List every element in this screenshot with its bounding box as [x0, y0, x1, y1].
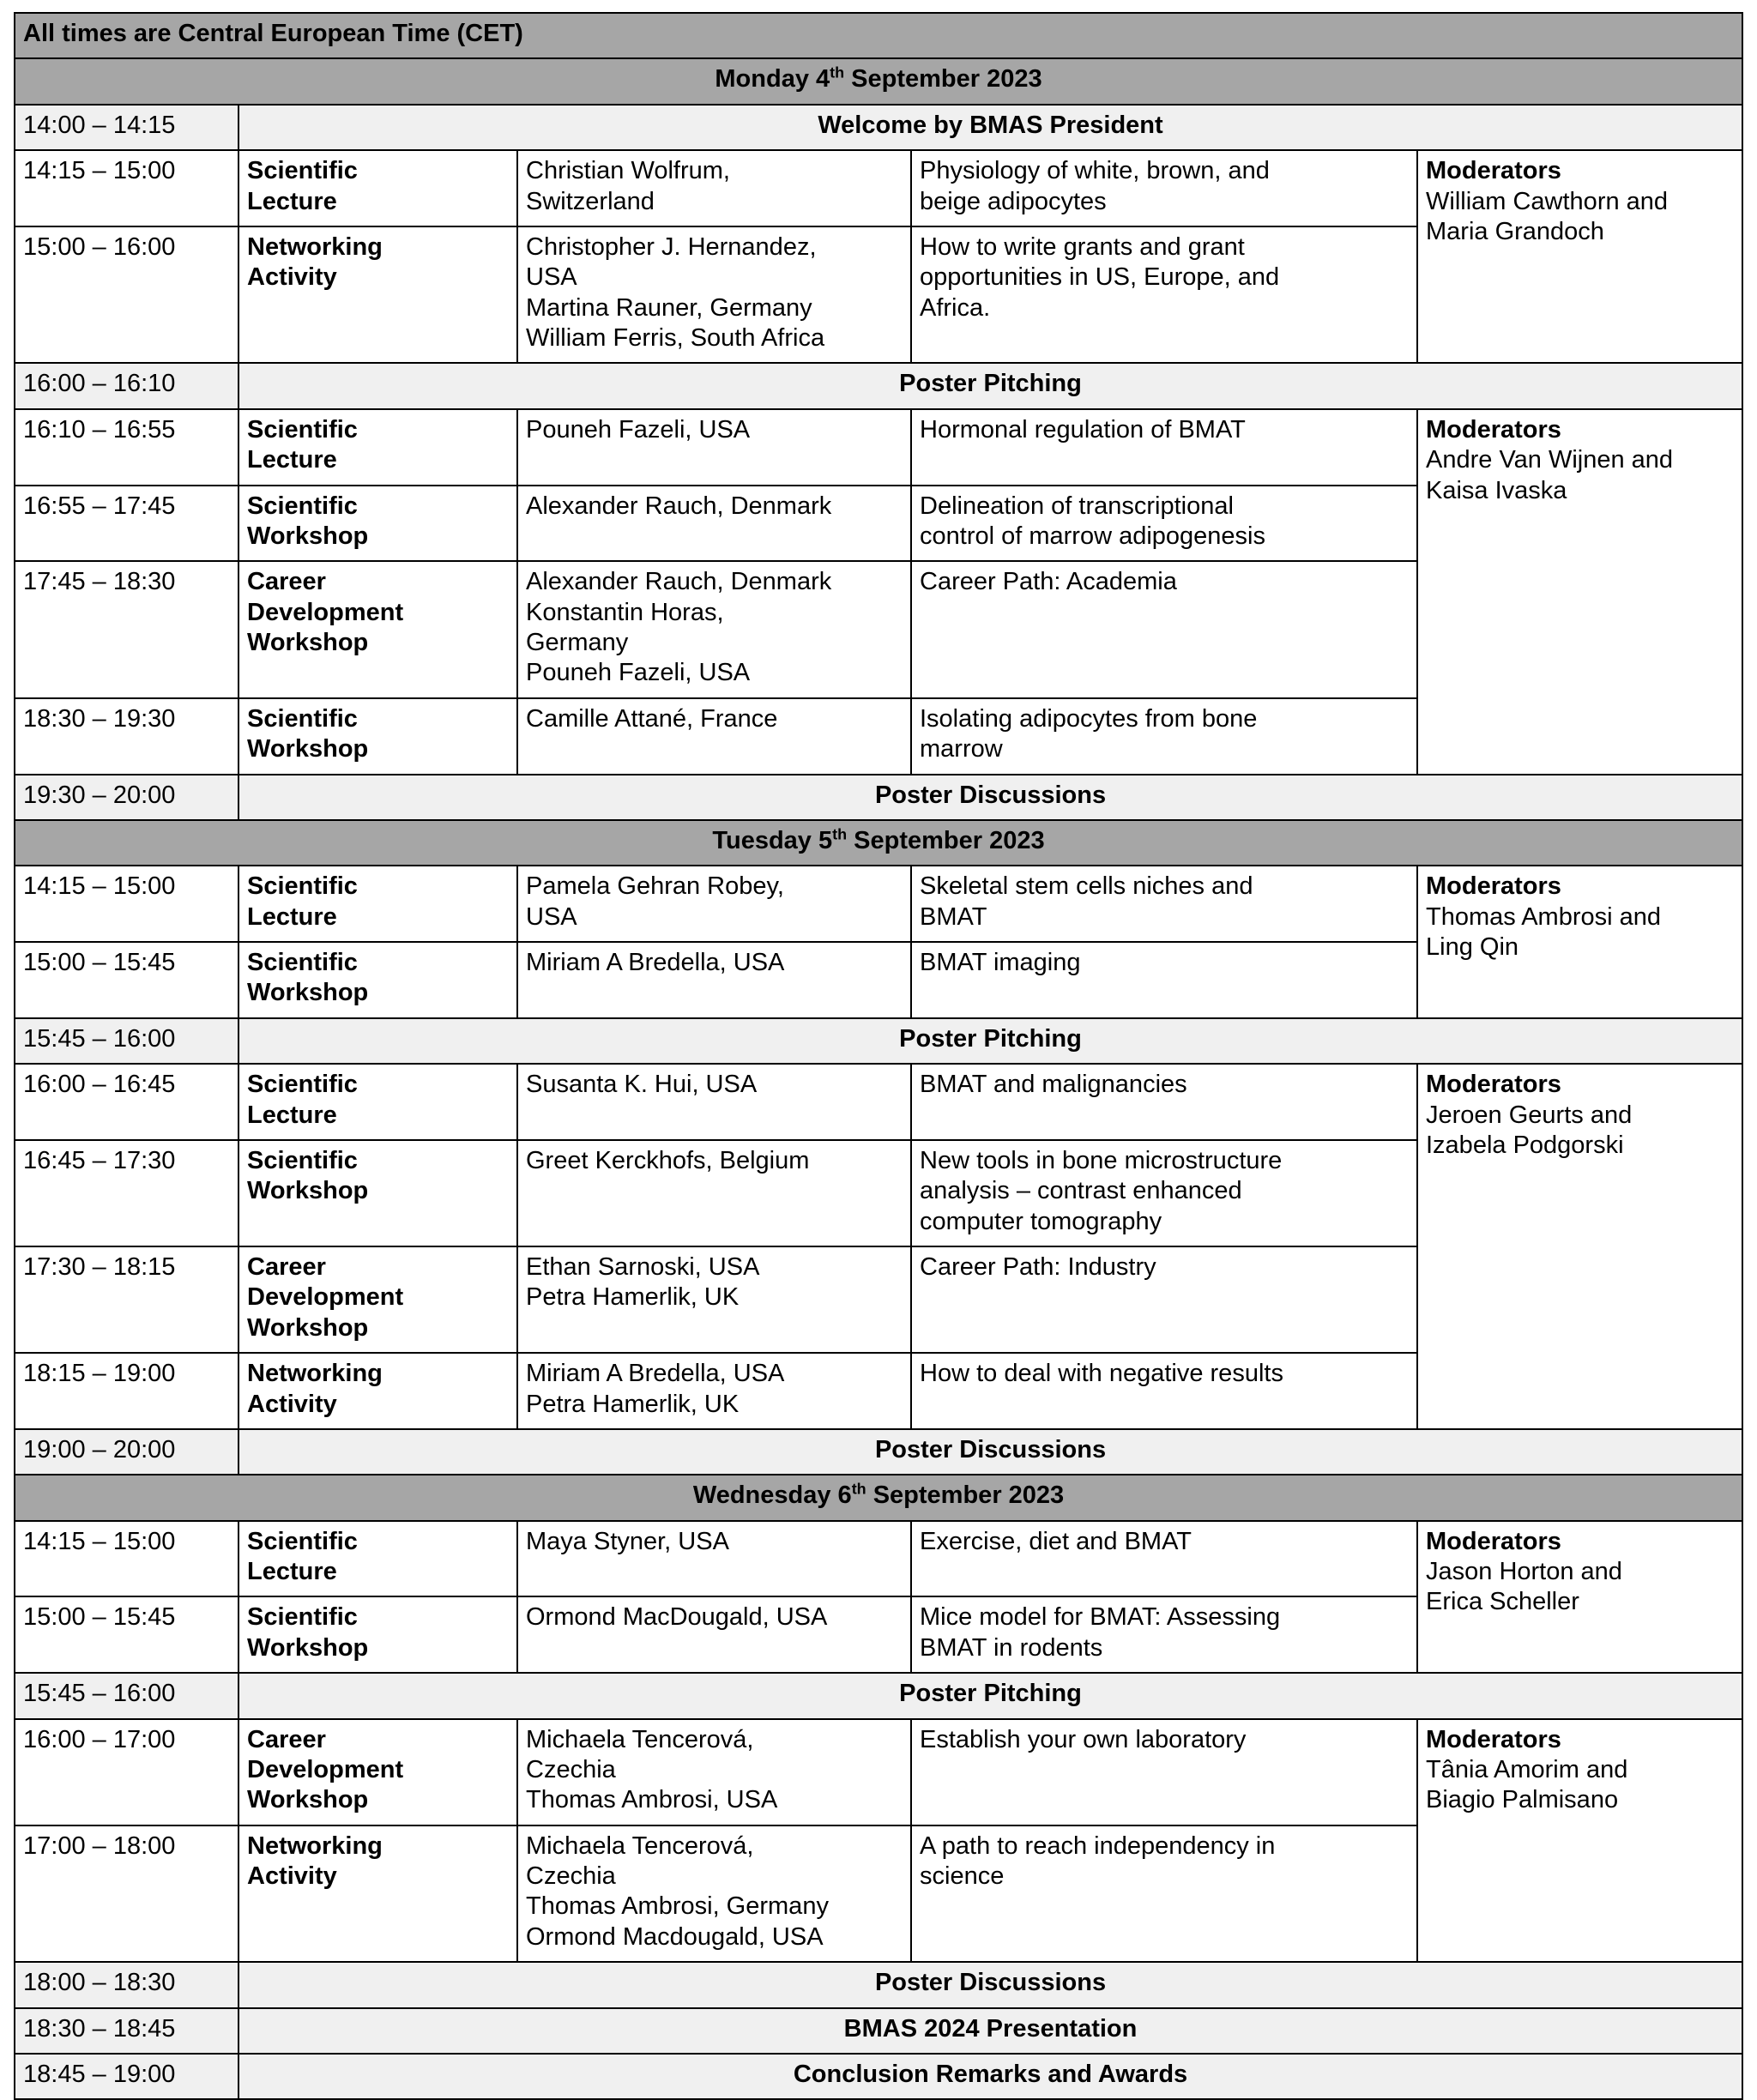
session-type-line: Workshop	[247, 1177, 369, 1205]
speaker-name: Czechia	[526, 1862, 616, 1890]
session-title	[911, 150, 1417, 226]
session-title-line: Isolating adipocytes from bone	[920, 704, 1258, 733]
session-type-line: Lecture	[247, 1558, 337, 1585]
time-slot: 18:15 – 19:00	[15, 1353, 238, 1429]
plenary-row	[15, 1018, 1742, 1064]
plenary-row	[15, 1962, 1742, 2007]
time-slot: 16:10 – 16:55	[15, 409, 238, 486]
session-type-line: Scientific	[247, 492, 358, 520]
speaker-name: Germany	[526, 629, 629, 656]
time-slot: 14:15 – 15:00	[15, 150, 238, 226]
session-type	[238, 1246, 517, 1353]
speaker-name: USA	[526, 263, 577, 292]
speaker-list	[517, 1140, 911, 1246]
session-type-line: Workshop	[247, 1633, 369, 1662]
speaker-name: Alexander Rauch, Denmark	[526, 568, 832, 596]
speaker-name: Ormond Macdougald, USA	[526, 1922, 824, 1951]
session-type	[238, 1353, 517, 1429]
session-title-line: Skeletal stem cells niches and	[920, 872, 1253, 901]
session-type-line: Development	[247, 598, 404, 626]
timezone-banner-row	[15, 13, 1742, 58]
session-row	[15, 409, 1742, 486]
moderator-name: Izabela Podgorski	[1426, 1131, 1624, 1159]
time-slot: 16:00 – 17:00	[15, 1719, 238, 1825]
speaker-name: Camille Attané, France	[526, 704, 778, 733]
day-header-wednesday	[15, 1475, 1742, 1520]
time-slot: 16:00 – 16:45	[15, 1064, 238, 1140]
session-title-line: beige adipocytes	[920, 187, 1107, 215]
session-title-line: opportunities in US, Europe, and	[920, 263, 1280, 292]
session-type-line: Scientific	[247, 1146, 358, 1174]
moderator-name: William Cawthorn and	[1426, 187, 1669, 215]
session-type-line: Lecture	[247, 446, 337, 474]
time-slot: 14:15 – 15:00	[15, 1521, 238, 1597]
day-header-month-year: September 2023	[847, 826, 1045, 854]
day-header-ordinal: th	[832, 825, 848, 843]
time-slot: 16:00 – 16:10	[15, 363, 238, 408]
session-type	[238, 226, 517, 364]
session-type-line: Networking	[247, 232, 383, 261]
day-header-weekday: Tuesday 5	[712, 826, 833, 854]
session-type-line: Activity	[247, 1862, 337, 1890]
speaker-name: Petra Hamerlik, UK	[526, 1283, 740, 1312]
speaker-list	[517, 486, 911, 562]
session-title-line: BMAT in rodents	[920, 1633, 1103, 1662]
session-title-line: Mice model for BMAT: Assessing	[920, 1603, 1281, 1632]
session-title-line: Exercise, diet and BMAT	[920, 1527, 1192, 1555]
session-type-line: Activity	[247, 263, 337, 292]
speaker-name: William Ferris, South Africa	[526, 324, 825, 352]
session-title	[911, 226, 1417, 364]
session-type	[238, 1596, 517, 1673]
session-row	[15, 866, 1742, 942]
speaker-name: Alexander Rauch, Denmark	[526, 492, 832, 520]
speaker-name: Michaela Tencerová,	[526, 1831, 754, 1860]
moderator-name: Jason Horton and	[1426, 1558, 1622, 1585]
plenary-session-label: Welcome by BMAS President	[238, 105, 1742, 150]
speaker-name: Christian Wolfrum,	[526, 157, 730, 185]
time-slot: 15:45 – 16:00	[15, 1673, 238, 1718]
session-type-line: Scientific	[247, 1603, 358, 1632]
session-title	[911, 1353, 1417, 1429]
day-header-row	[15, 820, 1742, 866]
speaker-list	[517, 561, 911, 698]
moderator-name: Biagio Palmisano	[1426, 1786, 1619, 1814]
session-title-line: New tools in bone microstructure	[920, 1146, 1283, 1174]
speaker-name: USA	[526, 902, 577, 931]
session-type	[238, 1825, 517, 1963]
day-header-weekday: Wednesday 6	[692, 1481, 852, 1510]
session-type-line: Workshop	[247, 979, 369, 1007]
session-row	[15, 150, 1742, 226]
session-type	[238, 866, 517, 942]
day-header-monday	[15, 58, 1742, 104]
session-title-line: Career Path: Industry	[920, 1253, 1156, 1281]
session-type-line: Scientific	[247, 1071, 358, 1099]
session-type	[238, 942, 517, 1018]
speaker-name: Pouneh Fazeli, USA	[526, 659, 751, 687]
moderators-heading: Moderators	[1426, 1725, 1561, 1753]
day-header-month-year: September 2023	[866, 1481, 1065, 1510]
day-header-row	[15, 1475, 1742, 1520]
speaker-list	[517, 1596, 911, 1673]
plenary-session-label: Poster Discussions	[238, 1962, 1742, 2007]
session-type-line: Career	[247, 1253, 326, 1281]
time-slot: 18:30 – 18:45	[15, 2008, 238, 2054]
session-type	[238, 698, 517, 775]
speaker-name: Miriam A Bredella, USA	[526, 1360, 785, 1388]
session-type	[238, 561, 517, 698]
speaker-name: Ormond MacDougald, USA	[526, 1603, 828, 1632]
session-title	[911, 1140, 1417, 1246]
moderators-cell	[1417, 150, 1742, 363]
speaker-list	[517, 1825, 911, 1963]
plenary-row	[15, 2008, 1742, 2054]
session-type	[238, 486, 517, 562]
session-title	[911, 866, 1417, 942]
time-slot: 18:00 – 18:30	[15, 1962, 238, 2007]
plenary-row	[15, 1673, 1742, 1718]
conference-schedule-table	[14, 12, 1743, 2100]
speaker-list	[517, 942, 911, 1018]
day-header-ordinal: th	[830, 63, 845, 81]
plenary-row	[15, 105, 1742, 150]
day-header-month-year: September 2023	[844, 65, 1042, 94]
speaker-list	[517, 1521, 911, 1597]
session-title	[911, 1521, 1417, 1597]
session-title	[911, 942, 1417, 1018]
speaker-list	[517, 1353, 911, 1429]
session-type	[238, 409, 517, 486]
plenary-session-label: Poster Pitching	[238, 363, 1742, 408]
session-type-line: Workshop	[247, 735, 369, 763]
moderator-name: Kaisa Ivaska	[1426, 476, 1567, 504]
session-type-line: Networking	[247, 1831, 383, 1860]
plenary-session-label: Poster Discussions	[238, 1429, 1742, 1475]
session-type-line: Lecture	[247, 1101, 337, 1129]
time-slot: 14:00 – 14:15	[15, 105, 238, 150]
session-title	[911, 561, 1417, 698]
day-header-ordinal: th	[851, 1480, 866, 1498]
session-title-line: science	[920, 1862, 1005, 1890]
session-title	[911, 409, 1417, 486]
moderators-cell	[1417, 409, 1742, 775]
speaker-list	[517, 698, 911, 775]
timezone-banner: All times are Central European Time (CET)	[15, 13, 1742, 58]
time-slot: 14:15 – 15:00	[15, 866, 238, 942]
session-type-line: Development	[247, 1283, 404, 1312]
speaker-name: Susanta K. Hui, USA	[526, 1071, 758, 1099]
session-type-line: Career	[247, 1725, 326, 1753]
session-title-line: A path to reach independency in	[920, 1831, 1276, 1860]
session-type	[238, 150, 517, 226]
session-title-line: Career Path: Academia	[920, 568, 1177, 596]
session-title-line: BMAT and malignancies	[920, 1071, 1187, 1099]
session-type	[238, 1521, 517, 1597]
time-slot: 18:45 – 19:00	[15, 2054, 238, 2099]
plenary-row	[15, 2054, 1742, 2099]
session-title-line: analysis – contrast enhanced	[920, 1177, 1242, 1205]
time-slot: 16:45 – 17:30	[15, 1140, 238, 1246]
session-type-line: Scientific	[247, 704, 358, 733]
session-row	[15, 1064, 1742, 1140]
session-type-line: Lecture	[247, 902, 337, 931]
session-title	[911, 1825, 1417, 1963]
session-type-line: Activity	[247, 1390, 337, 1418]
session-type-line: Career	[247, 568, 326, 596]
time-slot: 18:30 – 19:30	[15, 698, 238, 775]
moderators-cell	[1417, 1064, 1742, 1429]
session-type-line: Scientific	[247, 157, 358, 185]
moderators-heading: Moderators	[1426, 1071, 1561, 1099]
session-title-line: marrow	[920, 735, 1003, 763]
speaker-name: Switzerland	[526, 187, 655, 215]
session-row	[15, 1521, 1742, 1597]
time-slot: 15:00 – 16:00	[15, 226, 238, 364]
session-title-line: Hormonal regulation of BMAT	[920, 415, 1246, 444]
session-type-line: Networking	[247, 1360, 383, 1388]
speaker-name: Christopher J. Hernandez,	[526, 232, 817, 261]
plenary-row	[15, 363, 1742, 408]
session-type-line: Scientific	[247, 872, 358, 901]
session-title-line: How to deal with negative results	[920, 1360, 1283, 1388]
time-slot: 17:00 – 18:00	[15, 1825, 238, 1963]
speaker-list	[517, 1246, 911, 1353]
speaker-name: Miriam A Bredella, USA	[526, 949, 785, 976]
time-slot: 16:55 – 17:45	[15, 486, 238, 562]
speaker-name: Pouneh Fazeli, USA	[526, 415, 751, 444]
moderator-name: Ling Qin	[1426, 933, 1519, 961]
speaker-name: Michaela Tencerová,	[526, 1725, 754, 1753]
session-type-line: Scientific	[247, 415, 358, 444]
speaker-list	[517, 409, 911, 486]
plenary-row	[15, 1429, 1742, 1475]
time-slot: 17:30 – 18:15	[15, 1246, 238, 1353]
session-title-line: BMAT imaging	[920, 949, 1081, 976]
session-type-line: Workshop	[247, 522, 369, 550]
session-type-line: Scientific	[247, 1527, 358, 1555]
session-title	[911, 1596, 1417, 1673]
speaker-name: Thomas Ambrosi, Germany	[526, 1892, 829, 1921]
speaker-list	[517, 1719, 911, 1825]
moderators-cell	[1417, 866, 1742, 1018]
session-title-line: Establish your own laboratory	[920, 1725, 1247, 1753]
session-type	[238, 1719, 517, 1825]
session-title-line: Delineation of transcriptional	[920, 492, 1234, 520]
session-type-line: Scientific	[247, 949, 358, 976]
session-title-line: control of marrow adipogenesis	[920, 522, 1265, 550]
moderators-cell	[1417, 1719, 1742, 1963]
session-title	[911, 1246, 1417, 1353]
time-slot: 19:30 – 20:00	[15, 775, 238, 820]
moderators-cell	[1417, 1521, 1742, 1674]
time-slot: 17:45 – 18:30	[15, 561, 238, 698]
speaker-list	[517, 866, 911, 942]
speaker-name: Greet Kerckhofs, Belgium	[526, 1146, 810, 1174]
moderator-name: Erica Scheller	[1426, 1588, 1579, 1616]
speaker-name: Pamela Gehran Robey,	[526, 872, 784, 901]
speaker-name: Maya Styner, USA	[526, 1527, 729, 1555]
session-type-line: Workshop	[247, 629, 369, 656]
session-title-line: BMAT	[920, 902, 987, 931]
day-header-tuesday	[15, 820, 1742, 866]
session-type-line: Workshop	[247, 1786, 369, 1814]
session-title-line: computer tomography	[920, 1207, 1162, 1235]
plenary-row	[15, 775, 1742, 820]
session-title	[911, 1719, 1417, 1825]
speaker-name: Ethan Sarnoski, USA	[526, 1253, 760, 1281]
day-header-weekday: Monday 4	[715, 65, 830, 94]
moderator-name: Jeroen Geurts and	[1426, 1101, 1633, 1129]
session-row	[15, 1719, 1742, 1825]
moderators-heading: Moderators	[1426, 1527, 1561, 1555]
session-title	[911, 698, 1417, 775]
session-title	[911, 1064, 1417, 1140]
session-type	[238, 1064, 517, 1140]
plenary-session-label: Conclusion Remarks and Awards	[238, 2054, 1742, 2099]
moderators-heading: Moderators	[1426, 872, 1561, 901]
time-slot: 15:00 – 15:45	[15, 1596, 238, 1673]
speaker-list	[517, 1064, 911, 1140]
session-title	[911, 486, 1417, 562]
session-type-line: Workshop	[247, 1313, 369, 1342]
moderator-name: Andre Van Wijnen and	[1426, 446, 1674, 474]
time-slot: 19:00 – 20:00	[15, 1429, 238, 1475]
session-type	[238, 1140, 517, 1246]
speaker-name: Czechia	[526, 1755, 616, 1783]
session-type-line: Lecture	[247, 187, 337, 215]
moderator-name: Thomas Ambrosi and	[1426, 902, 1662, 931]
moderators-heading: Moderators	[1426, 157, 1561, 185]
time-slot: 15:00 – 15:45	[15, 942, 238, 1018]
speaker-name: Konstantin Horas,	[526, 598, 724, 626]
speaker-name: Thomas Ambrosi, USA	[526, 1786, 778, 1814]
time-slot: 15:45 – 16:00	[15, 1018, 238, 1064]
moderator-name: Maria Grandoch	[1426, 217, 1604, 245]
plenary-session-label: Poster Discussions	[238, 775, 1742, 820]
session-type-line: Development	[247, 1755, 404, 1783]
moderators-heading: Moderators	[1426, 415, 1561, 444]
session-title-line: Physiology of white, brown, and	[920, 157, 1270, 185]
session-title-line: How to write grants and grant	[920, 232, 1245, 261]
day-header-row	[15, 58, 1742, 104]
plenary-session-label: Poster Pitching	[238, 1673, 1742, 1718]
plenary-session-label: BMAS 2024 Presentation	[238, 2008, 1742, 2054]
plenary-session-label: Poster Pitching	[238, 1018, 1742, 1064]
speaker-name: Martina Rauner, Germany	[526, 293, 812, 322]
speaker-name: Petra Hamerlik, UK	[526, 1390, 740, 1418]
session-title-line: Africa.	[920, 293, 991, 322]
speaker-list	[517, 226, 911, 364]
moderator-name: Tânia Amorim and	[1426, 1755, 1628, 1783]
speaker-list	[517, 150, 911, 226]
